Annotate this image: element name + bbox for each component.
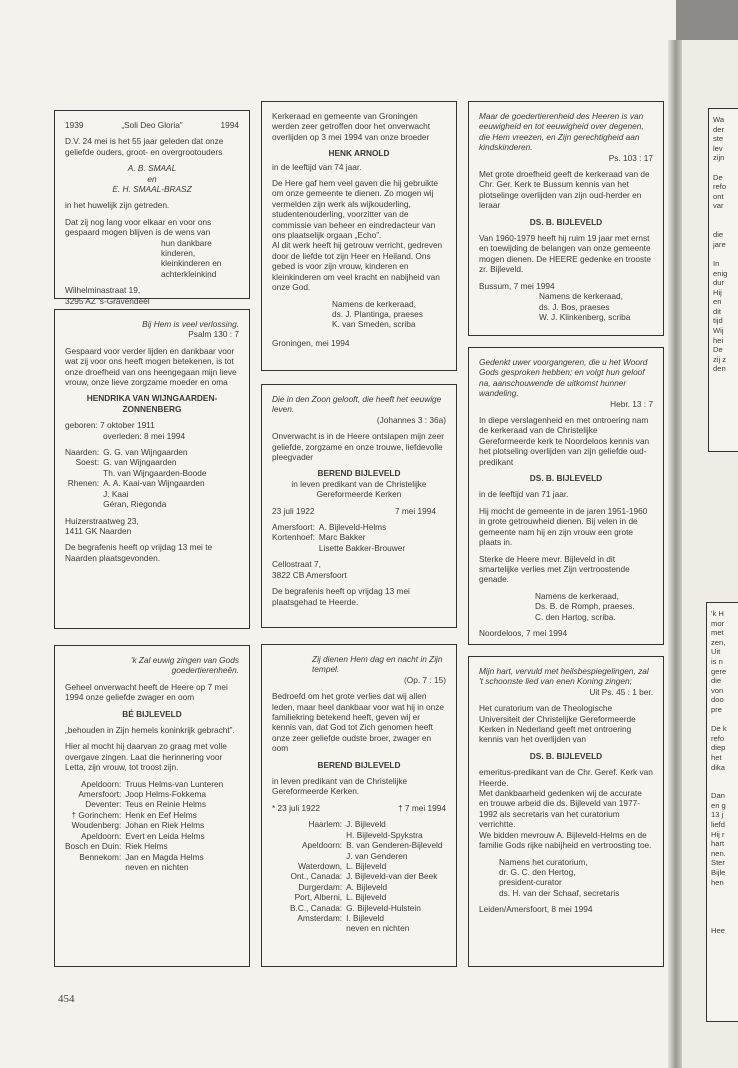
family-names: J. Bijleveld-van der Beek	[346, 871, 438, 882]
notice-text: „behouden in Zijn hemels koninkrijk gebracht”.	[65, 725, 235, 736]
year-end: 1994	[220, 120, 239, 130]
address-line: 3822 CB Amersfoort	[272, 569, 347, 580]
age-text: in de leeftijd van 71 jaar.	[479, 489, 569, 500]
next-page-text-fragment: dit	[713, 306, 722, 316]
notice-text: Bedroefd om het grote verlies dat wij allen leden, maar heel dankbaar voor wat hij in onze familiekring betekend heeft, geven wij er kennis van, dat God tot Zich genomen heeft onze zeer geliefde oudste broer, zwager en oom	[272, 691, 445, 754]
family-names: B. van Genderen-Bijleveld	[346, 840, 443, 851]
family-place: B.C., Canada:	[290, 902, 343, 913]
family-place: Port, Alberni,	[294, 892, 343, 903]
family-place: Waterdown,	[298, 860, 343, 871]
next-page-text-fragment: het	[711, 752, 722, 762]
next-page-text-fragment	[711, 906, 738, 916]
place-date: Groningen, mei 1994	[272, 337, 350, 348]
next-page-text-fragment: dika	[711, 762, 725, 772]
page-number: 454	[58, 993, 75, 1005]
bible-quote: Die in den Zoon gelooft, die heeft het eeuwige leven.	[272, 394, 442, 415]
notice-text: D.V. 24 mei is het 55 jaar geleden dat onze geliefde ouders, groot- en overgrootouders	[65, 136, 224, 157]
address-line: Cellostraat 7,	[272, 559, 321, 570]
next-page-text-fragment	[713, 249, 738, 259]
signature-line: Namens de kerkeraad,	[539, 291, 623, 302]
family-names: G. Bijleveld-Hulstein	[346, 902, 421, 913]
bible-quote: Zij dienen Hem dag en nacht in Zijn tempel.	[312, 654, 443, 675]
family-place	[290, 923, 342, 933]
signature-line: ds. J. Bos, praeses	[539, 301, 610, 312]
next-page-text-fragment: doo	[711, 695, 724, 705]
next-page-text-fragment: refo	[713, 182, 727, 192]
birth-date: geboren: 7 oktober 1911	[65, 420, 155, 431]
next-page-notice	[708, 108, 738, 452]
obituary-notice	[54, 645, 250, 967]
death-date: 7 mei 1994	[394, 505, 436, 516]
notice-text: Geheel onverwacht heeft de Heere op 7 mei 1994 onze geliefde zwager en oom	[65, 681, 228, 703]
notice-text: Het curatorium van de Theologische Universiteit der Christelijke Gereformeerde Kerken in Nederland geeft met ontroering kennis van het overlijden van	[479, 703, 636, 745]
next-page-text-fragment	[711, 772, 738, 782]
notice-text: Hier al mocht hij daarvan zo graag met volle overgave zingen. Laat die herinnering voor Letta, zijn vrouw, tot troost zijn.	[65, 741, 227, 773]
deceased-name: DS. B. BIJLEVELD	[529, 473, 603, 484]
family-names: Jan en Magda Helms	[125, 851, 204, 862]
family-names: A. A. Kaai-van Wijngaarden	[103, 478, 205, 489]
signature-line: ds. H. van der Schaaf, secretaris	[499, 887, 620, 898]
family-names: Joop Helms-Fokkema	[125, 789, 206, 800]
family-place: Woudenberg:	[71, 820, 122, 831]
next-page-text-fragment: Ster	[711, 858, 725, 868]
next-page-text-fragment	[711, 897, 738, 907]
family-names: Henk en Eef Helms	[125, 809, 197, 820]
notice-text: Met dankbaarheid gedenken wij de accurate en trouwe arbeid die ds. Bijleveld van 1977-1992 als secretaris van het curatorium verrichtte.	[479, 788, 642, 830]
next-page-notice	[706, 602, 738, 1022]
obituary-notice	[261, 384, 457, 628]
family-place: Amsterdam:	[297, 912, 343, 923]
next-page-text-fragment: ste	[713, 134, 724, 144]
life-dates	[272, 803, 446, 813]
next-page-text-fragment	[713, 211, 738, 221]
notice-text: De Here gaf hem veel gaven die hij gebruikte om onze gemeente te dienen. Zo mogen wij vermelden zijn werk als wijkouderling, studentenouderling, voorzitter van de commissie van beheer en eindredacteur van ons plaatselijk orgaan „Echo”.	[272, 178, 439, 241]
family-place: Durgerdam:	[298, 881, 343, 892]
notice-text: Kerkeraad en gemeente van Groningen werden zeer getroffen door het onverwacht overlijden op 3 mei 1994 van onze broeder	[272, 111, 431, 142]
notice-text: Al dit werk heeft hij getrouw verricht, gedreven door de liefde tot zijn Heer en Heiland. Ons gebed is voor zijn vrouw, kinderen en kleinkinderen om veel kracht en nabijheid van onze God.	[272, 240, 443, 293]
signature-line: ds. J. Plantinga, praeses	[332, 308, 423, 319]
signature-line: C. den Hartog, scriba.	[535, 611, 616, 622]
couple-name-1: A. B. SMAAL	[127, 163, 177, 174]
anniversary-notice	[54, 110, 250, 306]
deceased-name: BÉ BIJLEVELD	[122, 708, 182, 719]
family-names: A. Bijleveld	[346, 881, 388, 892]
deceased-name: HENK ARNOLD	[328, 148, 390, 159]
bible-reference: (Op. 7 : 15)	[404, 674, 446, 685]
next-page-text-fragment: met	[711, 628, 724, 638]
next-page-text-fragment: diep	[711, 743, 726, 753]
obituary-notice	[468, 347, 664, 645]
family-names: Géran, Riegonda	[103, 499, 167, 510]
place-date: Leiden/Amersfoort, 8 mei 1994	[479, 904, 593, 915]
bible-reference: Ps. 103 : 17	[608, 152, 653, 163]
next-page-text-fragment: 13 j	[711, 810, 724, 820]
birth-date: * 23 juli 1922	[272, 802, 320, 813]
family-place	[65, 468, 99, 478]
family-list	[65, 447, 239, 509]
bible-reference: Hebr. 13 : 7	[610, 398, 653, 409]
family-list	[272, 819, 446, 933]
couple-and: en	[147, 173, 157, 184]
notice-text: We bidden mevrouw A. Bijleveld-Helms en de familie Gods rijke nabijheid en vertroosting toe.	[479, 829, 652, 851]
next-page-text-fragment: den	[713, 364, 726, 374]
next-page-text-fragment	[711, 887, 738, 897]
family-place: Naarden:	[65, 447, 100, 458]
notice-text: Van 1960-1979 heeft hij ruim 19 jaar met ernst en toewijding de belangen van onze gemeente mogen dienen. De HEERE gedenke en trooste zr. Bijleveld.	[479, 233, 652, 275]
family-names: J. van Genderen	[346, 850, 408, 861]
family-names: Lisette Bakker-Brouwer	[318, 542, 406, 553]
signature-line: Namens de kerkeraad,	[535, 590, 619, 601]
notice-text: emeritus-predikant van de Chr. Geref. Kerk van Heerde.	[479, 767, 653, 788]
signature-line: Namens de kerkeraad,	[332, 298, 416, 309]
bible-quote: 'k Zal euwig zingen van Gods goedertierenheên.	[130, 655, 239, 676]
family-place	[290, 851, 342, 861]
next-page-text-fragment: var	[713, 201, 724, 211]
deceased-title: in leven predikant van de Christelijke Gereformeerde Kerken.	[272, 776, 408, 797]
next-page-text-fragment: liefd	[711, 820, 725, 830]
family-names: G. van Wijngaarden	[103, 457, 177, 468]
next-page-text-fragment: Hij	[713, 287, 722, 297]
bible-quote: Gedenkt uwer voorgangeren, die u het Woord Gods gesproken hebben; en volgt hun geloof na, aanschouwende de uitkomst hunner wandeling.	[479, 357, 648, 399]
family-names: Truus Helms-van Lunteren	[125, 778, 224, 789]
deceased-title: in leven predikant van de Christelijke Gereformeerde Kerken	[291, 478, 427, 500]
next-page-text-fragment: pre	[711, 704, 722, 714]
next-page-text-fragment: De	[713, 172, 723, 182]
next-page-text-fragment: Uit	[711, 647, 721, 657]
family-names: Riek Helms	[125, 841, 168, 852]
address-line: Wilhelminastraat 19,	[65, 285, 141, 296]
next-page-text-fragment: Wij	[713, 326, 724, 336]
death-date: overleden: 8 mei 1994	[103, 430, 186, 441]
motto: „Soli Deo Gloria”	[121, 120, 183, 130]
next-page-text-fragment: en g	[711, 800, 726, 810]
couple-name-2: E. H. SMAAL-BRASZ	[112, 184, 192, 195]
notice-text: in het huwelijk zijn getreden.	[65, 200, 170, 211]
funeral-text: De begrafenis heeft op vrijdag 13 mei plaatsgehad te Heerde.	[272, 586, 410, 607]
next-page-text-fragment	[711, 782, 738, 792]
next-page-text-fragment: De k	[711, 724, 727, 734]
notice-text: Hij mocht de gemeente in de jaren 1951-1960 in grote getrouwheid dienen. Bij velen in de gemeente nam hij en zijn vrouw een grote plaats in.	[479, 505, 648, 548]
family-place: Apeldoorn:	[301, 840, 343, 851]
bible-quote: Bij Hem is veel verlossing.	[142, 319, 239, 329]
family-names: Johan en Riek Helms	[125, 820, 205, 831]
family-names: J. Kaai	[103, 488, 129, 499]
deceased-name: HENDRIKA VAN WIJNGAARDEN-ZONNENBERG	[86, 393, 218, 414]
family-place: Soest:	[75, 457, 100, 468]
signature-line: W. J. Klinkenberg, scriba	[539, 311, 631, 322]
next-page-text-fragment: Hij r	[711, 829, 725, 839]
deceased-name: DS. B. BIJLEVELD	[529, 750, 603, 761]
family-names: L. Bijleveld	[346, 860, 387, 871]
year-start: 1939	[65, 120, 84, 130]
bible-reference: Uit Ps. 45 : 1 ber.	[589, 686, 653, 697]
next-page-text-fragment: tijd	[713, 316, 723, 326]
family-place	[65, 499, 99, 509]
next-page-text-fragment: zijn	[713, 153, 725, 163]
next-page-text-fragment: lev	[713, 143, 723, 153]
family-place: Apeldoorn:	[81, 830, 122, 841]
family-names: J. Bijleveld	[346, 819, 386, 830]
family-place	[65, 489, 99, 499]
next-page-text-fragment: en	[713, 297, 722, 307]
next-page-text-fragment: is n	[711, 656, 723, 666]
next-page-text-fragment: hei	[713, 335, 724, 345]
death-date: † 7 mei 1994	[398, 802, 446, 813]
notice-text: Onverwacht is in de Heere ontslapen mijn zeer geliefde, zorgzame en onze trouwe, liefdevolle pleegvader	[272, 431, 445, 463]
next-page-text-fragment: die	[711, 676, 722, 686]
address-line: Huizerstraatweg 23,	[65, 515, 139, 526]
next-page-edge	[682, 40, 738, 1068]
family-names: H. Bijleveld-Spykstra	[346, 829, 423, 840]
life-dates	[272, 506, 446, 516]
next-page-text-fragment: Dan	[711, 791, 725, 801]
next-page-text-fragment: 'k H	[711, 609, 724, 618]
next-page-text-fragment: von	[711, 685, 724, 695]
next-page-text-fragment: gere	[711, 666, 727, 676]
family-place	[272, 543, 315, 553]
family-place: Kortenhoef:	[272, 532, 315, 543]
next-page-text-fragment: zen,	[711, 637, 726, 647]
family-place: Amersfoort:	[272, 522, 315, 533]
notice-text: Gespaard voor verder lijden en dankbaar voor wat zij voor ons heeft mogen betekenen, is tot onze droefheid van ons heengegaan mijn lieve vrouw, onze lieve zorgzame moeder en oma	[65, 345, 237, 388]
next-page-text-fragment: nen.	[711, 848, 726, 858]
family-names: Teus en Reinie Helms	[125, 799, 206, 810]
next-page-text-fragment	[711, 715, 738, 725]
next-page-text-fragment: ont	[713, 191, 724, 201]
signoff: hun dankbare kinderen, kleinkinderen en achterkleinkind	[161, 237, 222, 279]
next-page-text-fragment	[711, 916, 738, 926]
signature-line: Namens het curatorium,	[499, 856, 588, 867]
obituary-notice	[468, 101, 664, 336]
next-page-text-fragment: hen	[711, 877, 724, 887]
age-text: in de leeftijd van 74 jaar.	[272, 161, 362, 172]
family-names: L. Bijleveld	[346, 892, 387, 903]
obituary-notice	[54, 309, 250, 629]
next-page-text-fragment: Wa	[713, 115, 725, 124]
family-place: † Gorinchem:	[71, 809, 122, 820]
next-page-text-fragment: mor	[711, 618, 725, 628]
family-place: Ont., Canada:	[290, 871, 343, 882]
family-list	[272, 522, 446, 553]
family-list	[65, 779, 239, 873]
family-place: Bennekom:	[79, 851, 122, 862]
family-place: Rhenen:	[67, 478, 100, 489]
family-names: I. Bijleveld	[346, 912, 384, 923]
place-date: Bussum, 7 mei 1994	[479, 280, 555, 291]
bible-reference: Psalm 130 : 7	[188, 329, 239, 340]
next-page-text-fragment: die	[713, 230, 724, 240]
next-page-text-fragment: der	[713, 124, 724, 134]
family-place: Deventer:	[85, 799, 122, 810]
family-place	[65, 862, 121, 872]
signature-line: K. van Smeden, scriba	[332, 319, 416, 330]
family-names: neven en nichten	[346, 923, 410, 934]
family-names: Evert en Leida Helms	[125, 830, 205, 841]
next-page-text-fragment: zij z	[713, 354, 727, 364]
next-page-text-fragment	[713, 221, 738, 231]
obituary-notice	[468, 656, 664, 967]
family-names: neven en nichten	[125, 861, 189, 872]
family-names: Th. van Wijngaarden-Boode	[103, 467, 207, 478]
obituary-notice	[261, 644, 457, 967]
obituary-notice	[261, 101, 457, 371]
family-names: Marc Bakker	[318, 532, 366, 543]
next-page-text-fragment: enig	[713, 268, 728, 278]
family-place: Haarlem:	[308, 819, 343, 830]
next-page-text-fragment: Hee	[711, 925, 725, 935]
address-line: 3295 AZ 's-Gravendeel	[65, 295, 150, 306]
signature-line: president-curator	[499, 877, 562, 888]
next-page-text-fragment: hart	[711, 839, 725, 849]
next-page-text-fragment: dur	[713, 278, 724, 288]
family-place: Amersfoort:	[78, 789, 122, 800]
notice-text: Dat zij nog lang voor elkaar en voor ons gespaard mogen blijven is de wens van	[65, 216, 212, 238]
family-names: A. Bijleveld-Helms	[318, 522, 387, 533]
book-gutter	[668, 40, 682, 1068]
deceased-name: BEREND BIJLEVELD	[317, 468, 401, 479]
bible-quote: Mijn hart, vervuld met heilsbespiegelingen, zal 't schoonste lied van enen Koning zingen;	[479, 666, 649, 687]
notice-text: In diepe verslagenheid en met ontroering nam de kerkeraad van de Christelijke Gereformeerde kerk te Noordeloos kennis van het plotseling overlijden van zijn geliefde oud-predikant	[479, 415, 650, 467]
signature-line: Ds. B. de Romph, praeses.	[535, 601, 635, 612]
address-line: 1411 GK Naarden	[65, 525, 132, 536]
family-names: G. G. van Wijngaarden	[103, 447, 188, 458]
next-page-text-fragment: jare	[713, 239, 726, 249]
deceased-name: DS. B. BIJLEVELD	[529, 216, 603, 227]
next-page-text-fragment	[713, 163, 738, 173]
family-place: Bosch en Duin:	[65, 841, 122, 852]
next-page-text-fragment: In	[713, 258, 720, 268]
next-page-text-fragment: refo	[711, 733, 725, 743]
birth-date: 23 juli 1922	[272, 505, 315, 516]
bible-quote: Maar de goedertierenheid des Heeren is van eeuwigheid en tot eeuwigheid over degenen, die Hem vreezen, en Zijn gerechtigheid aan kindskinderen.	[479, 111, 644, 153]
bible-reference: (Johannes 3 : 36a)	[376, 414, 446, 425]
next-page-text-fragment: De	[713, 345, 723, 355]
place-date: Noordeloos, 7 mei 1994	[479, 627, 568, 638]
next-page-text-fragment: Bijle	[711, 868, 726, 878]
notice-text: Met grote droefheid geeft de kerkeraad van de Chr. Ger. Kerk te Bussum kennis van het plotselinge overlijden van zijn oud-herder en leraar	[479, 169, 650, 211]
signature-line: dr. G. C. den Hertog,	[499, 866, 576, 877]
family-place: Apeldoorn:	[81, 778, 122, 789]
family-place	[290, 830, 342, 840]
notice-text: Sterke de Heere mevr. Bijleveld in dit smartelijke verlies met Zijn vertroostende genade.	[479, 553, 630, 585]
deceased-name: BEREND BIJLEVELD	[317, 759, 401, 770]
funeral-text: De begrafenis heeft op vrijdag 13 mei te Naarden plaatsgevonden.	[65, 542, 213, 563]
